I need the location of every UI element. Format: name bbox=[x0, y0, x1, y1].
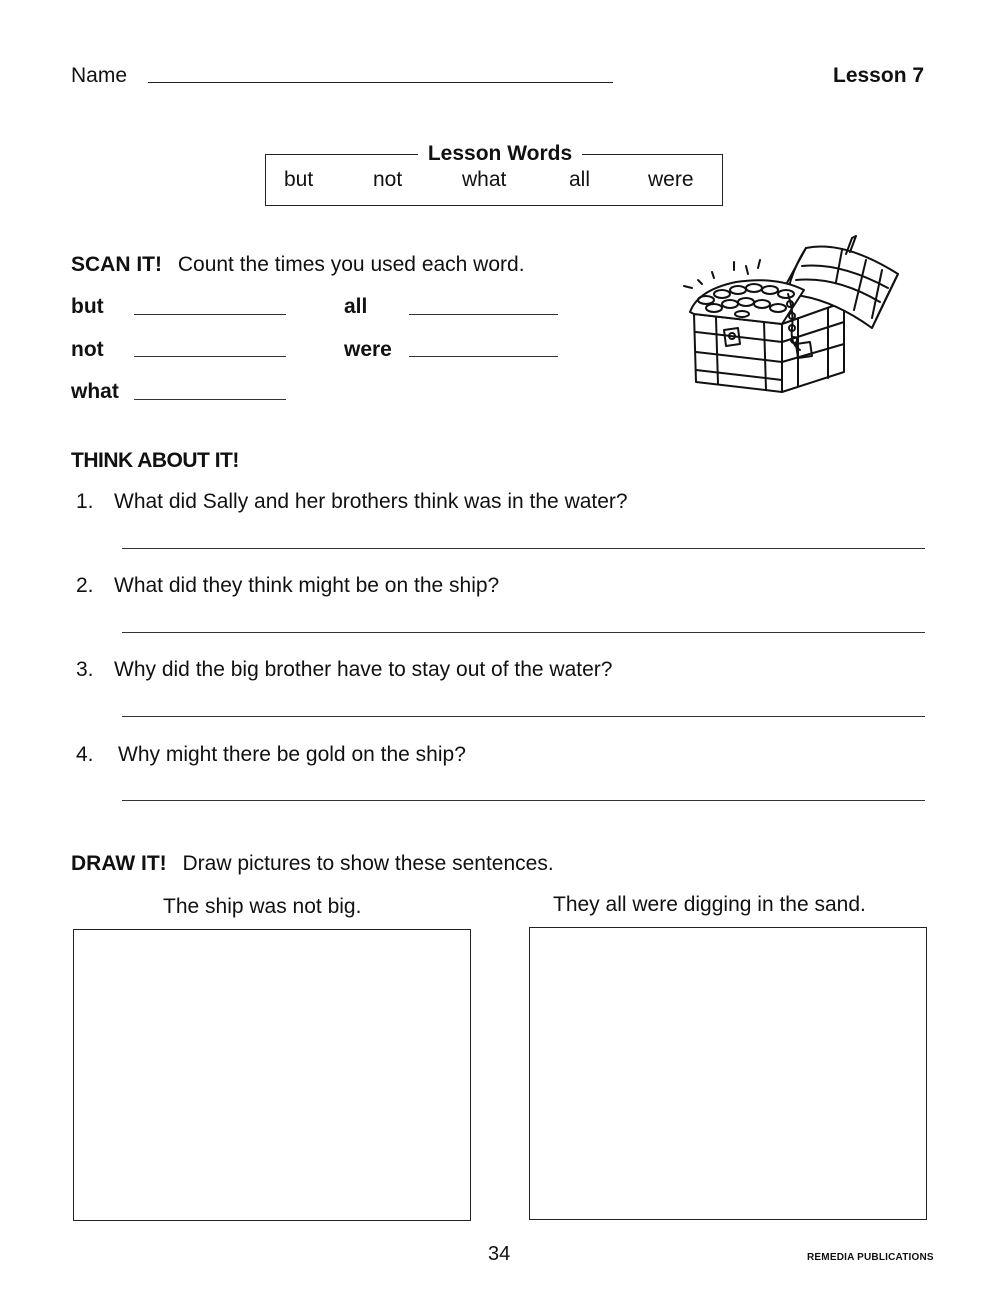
lesson-words-title: Lesson Words bbox=[0, 142, 1000, 166]
question-number: 2. bbox=[76, 574, 94, 597]
count-field-but[interactable] bbox=[134, 314, 286, 315]
page-number: 34 bbox=[488, 1243, 511, 1265]
lesson-number: Lesson 7 bbox=[833, 64, 925, 87]
answer-line-4[interactable] bbox=[122, 800, 925, 801]
drawing-box-left[interactable] bbox=[73, 929, 471, 1221]
lesson-word: were bbox=[648, 168, 694, 191]
count-field-not[interactable] bbox=[134, 356, 286, 357]
count-field-were[interactable] bbox=[409, 356, 558, 357]
scan-word-but: but bbox=[71, 295, 104, 318]
name-label: Name bbox=[71, 64, 128, 87]
scan-word-all: all bbox=[344, 295, 368, 318]
lesson-word: all bbox=[569, 168, 591, 191]
count-field-what[interactable] bbox=[134, 399, 286, 400]
answer-line-3[interactable] bbox=[122, 716, 925, 717]
lesson-word: what bbox=[462, 168, 507, 191]
treasure-chest-icon bbox=[676, 232, 912, 402]
question-number: 3. bbox=[76, 658, 94, 681]
lesson-word: but bbox=[284, 168, 314, 191]
question-text: Why did the big brother have to stay out of the water? bbox=[114, 658, 613, 681]
question-number: 4. bbox=[76, 743, 94, 766]
publisher-credit: REMEDIA PUBLICATIONS bbox=[807, 1252, 934, 1263]
question-text: What did they think might be on the ship? bbox=[114, 574, 500, 597]
scan-word-what: what bbox=[71, 380, 119, 403]
count-field-all[interactable] bbox=[409, 314, 558, 315]
draw-it-heading: DRAW IT! bbox=[71, 852, 167, 875]
draw-it-section bbox=[71, 852, 554, 876]
drawing-box-right[interactable] bbox=[529, 927, 927, 1220]
left-caption: The ship was not big. bbox=[163, 895, 362, 918]
draw-it-instruction: Draw pictures to show these sentences. bbox=[182, 852, 554, 875]
think-about-it-heading: THINK ABOUT IT! bbox=[71, 449, 239, 472]
right-caption: They all were digging in the sand. bbox=[553, 893, 866, 916]
answer-line-2[interactable] bbox=[122, 632, 925, 633]
question-text: What did Sally and her brothers think was in the water? bbox=[114, 490, 628, 513]
lesson-word: not bbox=[373, 168, 403, 191]
answer-line-1[interactable] bbox=[122, 548, 925, 549]
scan-it-heading: SCAN IT! bbox=[71, 253, 162, 276]
question-number: 1. bbox=[76, 490, 94, 513]
scan-it-section bbox=[71, 253, 525, 277]
question-text: Why might there be gold on the ship? bbox=[118, 743, 466, 766]
name-field[interactable] bbox=[148, 82, 613, 83]
scan-word-were: were bbox=[344, 338, 392, 361]
scan-it-instruction: Count the times you used each word. bbox=[177, 253, 525, 276]
scan-word-not: not bbox=[71, 338, 104, 361]
